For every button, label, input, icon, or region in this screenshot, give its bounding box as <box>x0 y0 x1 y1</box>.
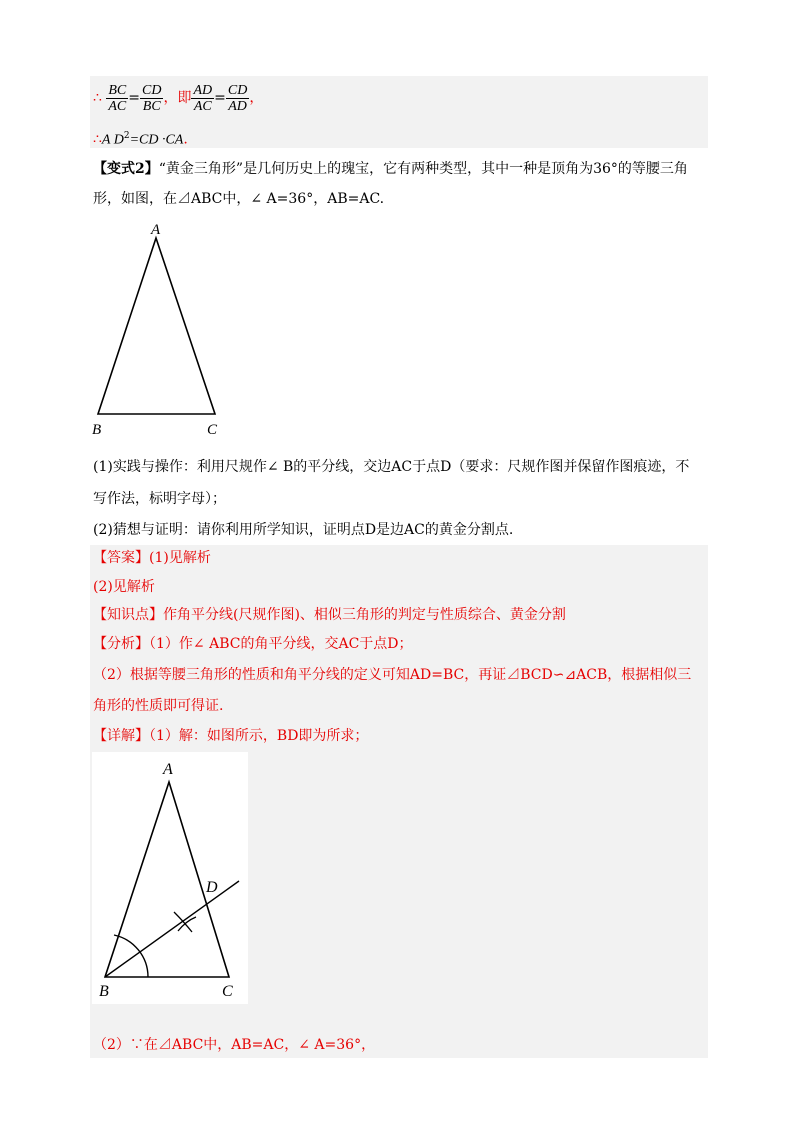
fraction-ad-ac: $\frac{AD}{AC}$ <box>193 82 213 114</box>
knowledge-point: 【知识点】作角平分线(尺规作图)、相似三角形的判定与性质综合、黄金分割 <box>93 607 566 623</box>
bisector-bd <box>105 881 239 977</box>
vertex-label-d: D <box>206 879 218 896</box>
triangle-figure-1 <box>88 218 228 440</box>
vertex-label-a: A <box>163 761 173 778</box>
answer-line-1: 【答案】(1)见解析 <box>93 550 211 566</box>
fraction-bc-ac: $\frac{BC}{AC}$ <box>108 82 127 114</box>
detail-line-2: （2）∵在⊿ABC中，AB=AC，∠ A=36°， <box>93 1037 376 1053</box>
vertex-label-b: B <box>92 422 102 438</box>
analysis-line-2: （2）根据等腰三角形的性质和角平分线的定义可知AD=BC，再证⊿BCD∽⊿ACB，根据相似三 <box>93 667 692 683</box>
vertex-label-b: B <box>99 983 109 1000</box>
variant-tag: 【变式2】 <box>93 161 159 177</box>
question-1-line-2: 写作法，标明字母）； <box>93 491 226 507</box>
vertex-label-a: A <box>151 222 161 238</box>
vertex-label-c: C <box>222 983 233 1000</box>
conclusion-line: ∴A $D^2=CD \cdot CA$. <box>93 131 188 148</box>
problem-line-1: 【变式2】“黄金三角形”是几何历史上的瑰宝，它有两种类型，其中一种是顶角为36°的等腰三角 <box>93 161 688 177</box>
construction-cross-1 <box>174 912 192 932</box>
question-2: (2)猜想与证明：请你利用所学知识，证明点D是边AC的黄金分割点. <box>93 522 514 538</box>
detail-line-1: 【详解】（1）解：如图所示，BD即为所求； <box>93 728 369 744</box>
analysis-line-1: 【分析】（1）作∠ ABC的角平分线，交AC于点D； <box>93 636 413 652</box>
vertex-label-c: C <box>207 422 218 438</box>
triangle-abc <box>98 238 215 414</box>
construction-arc <box>114 935 148 977</box>
triangle-figure-2 <box>92 752 248 1004</box>
analysis-line-3: 角形的性质即可得证. <box>93 698 224 714</box>
fraction-cd-ad: $\frac{CD}{AD}$ <box>227 82 248 114</box>
answer-line-2: (2)见解析 <box>93 579 155 595</box>
problem-line-2: 形，如图，在⊿ABC中，∠ A=36°，AB=AC. <box>93 191 385 207</box>
ratio-line: ∴ $\frac{BC}{AC}$ = $\frac{CD}{BC}$ ，即 $\frac{AD}{AC}$ = $\frac{CD}{AD}$ ， <box>93 82 264 114</box>
fraction-cd-bc: $\frac{CD}{BC}$ <box>142 82 162 114</box>
question-1-line-1: (1)实践与操作：利用尺规作∠ B的平分线，交边AC于点D（要求：尺规作图并保留作图痕迹，不 <box>93 459 690 475</box>
